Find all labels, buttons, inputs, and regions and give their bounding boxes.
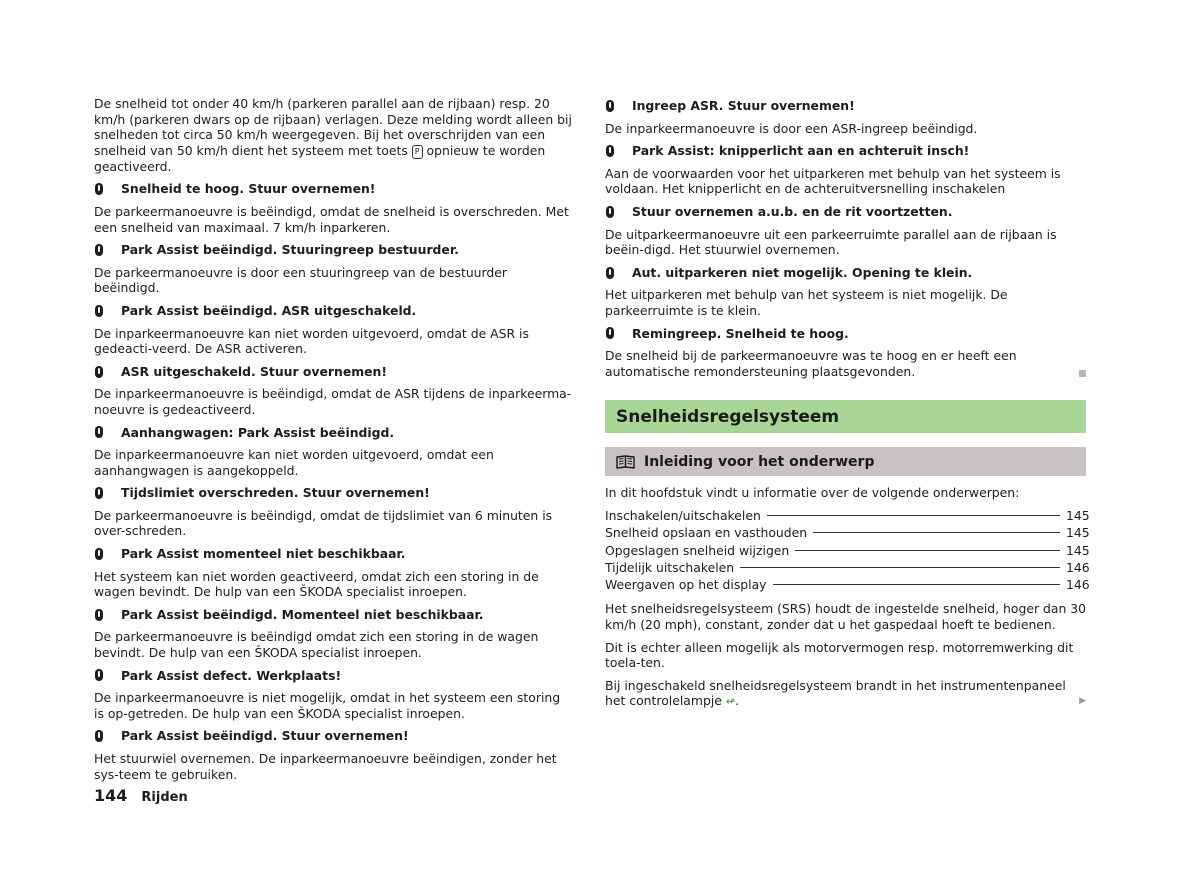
page-number: 144 bbox=[94, 786, 128, 805]
message-description: De parkeermanoeuvre is beëindigd, omdat de snelheid is overschreden. Met een snelheid van maximaal. 7 km/h inparkeren. bbox=[94, 203, 569, 235]
message-title bbox=[94, 242, 572, 258]
topic-page-number: 146 bbox=[1066, 577, 1090, 593]
topic-label: Snelheid opslaan en vasthouden bbox=[605, 525, 808, 541]
info-icon bbox=[606, 206, 614, 218]
message-description: De inparkeermanoeuvre is beëindigd, omdat de ASR tijdens de inparkeerma-noeuvre is gedeactiveerd. bbox=[94, 386, 572, 417]
message-title-text: ASR uitgeschakeld. Stuur overnemen! bbox=[121, 363, 388, 379]
message-description: Het systeem kan niet worden geactiveerd, omdat zich een storing in de wagen bevindt. De hulp van een ŠKODA specialist inroepen. bbox=[94, 568, 539, 600]
subsection-heading bbox=[605, 447, 1086, 476]
topic-index-row[interactable] bbox=[605, 559, 1090, 577]
message-title-text: Remingreep. Snelheid te hoog. bbox=[632, 325, 849, 341]
right-message-list bbox=[605, 98, 1086, 379]
info-icon bbox=[95, 487, 103, 499]
leader-line bbox=[767, 515, 1060, 516]
message-description: Het uitparkeren met behulp van het systeem is niet mogelijk. De parkeerruimte is te klein. bbox=[605, 287, 1008, 318]
message-title bbox=[94, 303, 572, 319]
topic-label: Tijdelijk uitschakelen bbox=[605, 559, 735, 575]
message-description: De parkeermanoeuvre is beëindigd omdat zich een storing in de wagen bevindt. De hulp van een ŠKODA specialist inroepen. bbox=[94, 629, 539, 661]
srs-description bbox=[605, 601, 1086, 670]
message-title bbox=[94, 364, 572, 380]
info-icon bbox=[606, 327, 614, 339]
info-icon bbox=[95, 305, 103, 317]
srs-lamp-text: Bij ingeschakeld snelheidsregelsysteem brandt in het instrumentenpaneel het controlelampje bbox=[605, 677, 1066, 709]
message-description: De inparkeermanoeuvre is door een ASR-ingreep beëindigd. bbox=[605, 120, 978, 136]
message-title-text: Tijdslimiet overschreden. Stuur overnemen! bbox=[121, 485, 430, 501]
topic-index bbox=[605, 507, 1090, 594]
intro-text-end: opnieuw te worden geactiveerd. bbox=[94, 142, 546, 174]
message-description: De inparkeermanoeuvre kan niet worden uitgevoerd, omdat een aanhangwagen is aangekoppeld. bbox=[94, 447, 494, 478]
message-title bbox=[94, 728, 572, 744]
topic-page-number: 145 bbox=[1066, 542, 1090, 558]
message-title-text: Park Assist beëindigd. Stuur overnemen! bbox=[121, 728, 409, 744]
message-title bbox=[94, 546, 572, 562]
topic-page-number: 145 bbox=[1066, 525, 1090, 541]
message-description: De snelheid bij de parkeermanoeuvre was te hoog en er heeft een automatische remondersteuning plaatsgevonden. bbox=[605, 348, 1017, 379]
message-title bbox=[94, 485, 572, 501]
info-icon bbox=[95, 426, 103, 438]
leader-line bbox=[813, 532, 1060, 533]
left-message-list bbox=[94, 181, 572, 782]
leader-line bbox=[773, 584, 1060, 585]
message-title bbox=[94, 181, 572, 197]
srs-lamp-paragraph bbox=[605, 678, 1086, 710]
info-icon bbox=[95, 669, 103, 681]
message-title bbox=[605, 204, 1086, 220]
message-title bbox=[605, 98, 1086, 114]
message-title bbox=[94, 607, 572, 623]
message-title bbox=[605, 143, 1086, 159]
message-description: Aan de voorwaarden voor het uitparkeren met behulp van het systeem is voldaan. Het knipperlicht en de achteruitversnelling inschakelen bbox=[605, 165, 1061, 197]
info-icon bbox=[95, 548, 103, 560]
leader-line bbox=[740, 567, 1060, 568]
topic-label: Opgeslagen snelheid wijzigen bbox=[605, 542, 790, 558]
info-icon bbox=[606, 145, 614, 157]
section-end-marker-icon bbox=[1079, 370, 1086, 377]
srs-paragraph: Het snelheidsregelsysteem (SRS) houdt de ingestelde snelheid, hoger dan 30 km/h (20 mph), constant, zonder dat u het gaspedaal hoeft te bedienen. bbox=[605, 601, 1087, 632]
info-icon bbox=[95, 183, 103, 195]
info-icon bbox=[606, 100, 614, 112]
message-title-text: Park Assist: knipperlicht aan en achteruit insch! bbox=[632, 143, 970, 159]
message-description: De uitparkeermanoeuvre uit een parkeerruimte parallel aan de rijbaan is beëin-digd. Het stuurwiel overnemen. bbox=[605, 226, 1057, 258]
info-icon bbox=[95, 366, 103, 378]
srs-lamp-end: . bbox=[735, 693, 740, 709]
page-footer bbox=[94, 786, 188, 805]
message-title-text: Park Assist beëindigd. Stuuringreep bestuurder. bbox=[121, 242, 459, 258]
intro-paragraph bbox=[94, 96, 572, 174]
intro-text: De snelheid tot onder 40 km/h (parkeren parallel aan de rijbaan) resp. 20 km/h (parkeren dwars op de rijbaan) verlagen. Deze melding wordt alleen bij snelheden tot circa 50 km/h weergegeven. Bij het overschrijden van een snelheid van 50 km/h dient het systeem met toets bbox=[94, 96, 572, 158]
message-title-text: Park Assist momenteel niet beschikbaar. bbox=[121, 546, 406, 562]
message-title-text: Ingreep ASR. Stuur overnemen! bbox=[632, 98, 855, 113]
message-title bbox=[605, 265, 1086, 281]
info-icon bbox=[606, 267, 614, 279]
topic-index-row[interactable] bbox=[605, 577, 1090, 594]
left-column bbox=[94, 96, 572, 782]
message-title-text: Aut. uitparkeren niet mogelijk. Opening te klein. bbox=[632, 264, 973, 280]
srs-paragraph: Dit is echter alleen mogelijk als motorvermogen resp. motorremwerking dit toela-ten. bbox=[605, 639, 1074, 671]
message-title-text: Park Assist beëindigd. ASR uitgeschakeld. bbox=[121, 302, 417, 318]
message-description: Het stuurwiel overnemen. De inparkeermanoeuvre beëindigen, zonder het sys-teem te gebruiken. bbox=[94, 751, 557, 782]
leader-line bbox=[795, 550, 1060, 551]
message-description: De parkeermanoeuvre is beëindigd, omdat de tijdslimiet van 6 minuten is over-schreden. bbox=[94, 507, 553, 539]
message-title bbox=[94, 668, 572, 684]
message-title-text: Snelheid te hoog. Stuur overnemen! bbox=[121, 181, 376, 197]
topic-label: Weergaven op het display bbox=[605, 577, 767, 593]
message-title bbox=[605, 326, 1086, 342]
message-title-text: Park Assist beëindigd. Momenteel niet beschikbaar. bbox=[121, 606, 484, 622]
section-title: Snelheidsregelsysteem bbox=[616, 406, 840, 427]
topic-page-number: 146 bbox=[1066, 559, 1090, 575]
right-column bbox=[605, 96, 1090, 710]
message-description: De inparkeermanoeuvre is niet mogelijk, omdat in het systeem een storing is op-getreden. De hulp van een ŠKODA specialist inroepen. bbox=[94, 690, 561, 721]
info-icon bbox=[95, 730, 103, 742]
footer-section-name: Rijden bbox=[141, 790, 188, 805]
message-description: De parkeermanoeuvre is door een stuuringreep van de bestuurder beëindigd. bbox=[94, 264, 507, 296]
intro-topics: In dit hoofdstuk vindt u informatie over de volgende onderwerpen: bbox=[605, 485, 1020, 501]
message-title-text: Aanhangwagen: Park Assist beëindigd. bbox=[121, 424, 395, 440]
info-icon bbox=[95, 609, 103, 621]
park-assist-key-icon: P bbox=[412, 145, 423, 159]
cruise-control-lamp-icon: ↫ bbox=[725, 695, 736, 709]
message-title-text: Stuur overnemen a.u.b. en de rit voortzetten. bbox=[632, 203, 953, 219]
topic-label: Inschakelen/uitschakelen bbox=[605, 507, 761, 523]
topic-page-number: 145 bbox=[1066, 507, 1090, 523]
message-title bbox=[94, 425, 572, 441]
message-description: De inparkeermanoeuvre kan niet worden uitgevoerd, omdat de ASR is gedeacti-veerd. De ASR activeren. bbox=[94, 325, 529, 357]
subsection-title: Inleiding voor het onderwerp bbox=[644, 453, 875, 470]
continue-arrow-icon: ▶ bbox=[1079, 696, 1086, 707]
info-icon bbox=[95, 244, 103, 256]
book-icon bbox=[616, 455, 635, 469]
message-title-text: Park Assist defect. Werkplaats! bbox=[121, 667, 342, 683]
topic-index-row[interactable] bbox=[605, 507, 1090, 525]
section-heading bbox=[605, 400, 1086, 433]
topic-index-row[interactable] bbox=[605, 525, 1090, 542]
topic-index-row[interactable] bbox=[605, 542, 1090, 560]
